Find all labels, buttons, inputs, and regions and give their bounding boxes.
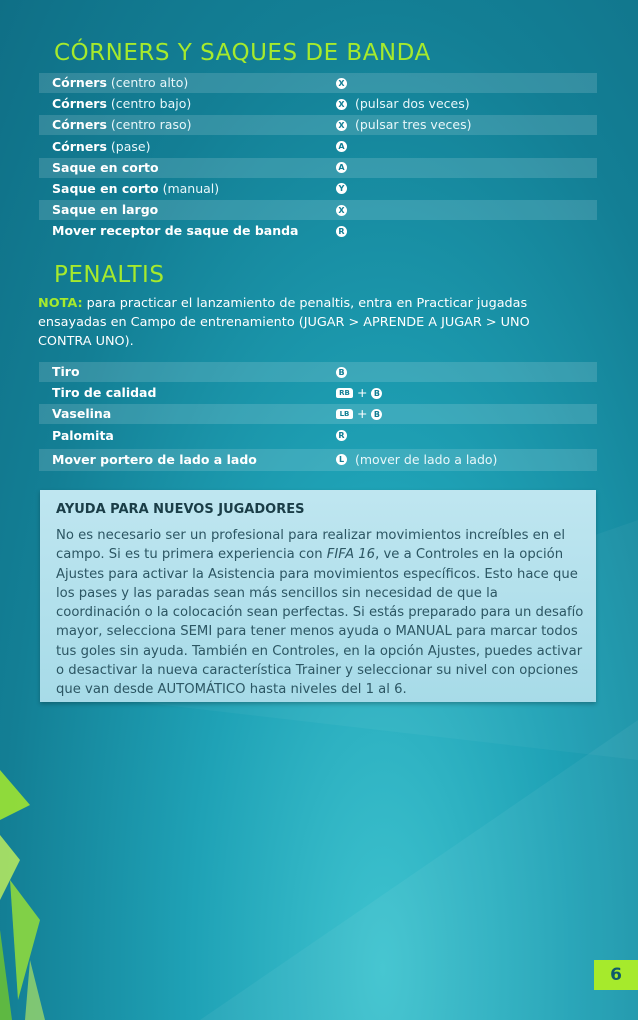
plus-sign: + [357,385,368,401]
action-label: Córners [52,138,107,154]
lb-button-icon: LB [336,409,353,419]
a-button-icon: A [336,141,347,152]
b-button-icon: B [371,409,382,420]
a-button-icon: A [336,162,347,173]
table-row [39,404,597,424]
control-suffix: (pulsar tres veces) [355,117,472,133]
table-row [39,449,597,471]
corners-section-title: CÓRNERS Y SAQUES DE BANDA [54,40,431,66]
action-label: Saque en largo [52,202,159,218]
action-label: Tiro [52,364,80,379]
table-row [39,362,597,382]
x-button-icon: X [336,78,347,89]
note-label: NOTA: [38,296,83,311]
game-title: FIFA 16 [326,547,376,563]
action-label: Córners [52,117,107,133]
penalties-section-title: PENALTIS [54,262,165,288]
x-button-icon: X [336,99,347,110]
corners-controls-table [39,73,597,243]
table-row [39,115,597,135]
control-suffix: (mover de lado a lado) [355,451,498,467]
action-note: (centro alto) [110,75,189,90]
table-row [39,73,597,93]
action-note: (centro raso) [110,117,192,133]
page-number: 6 [594,960,638,990]
help-text-part: No es necesario ser un profesional para realizar movimientos increíbles en el campo. Si es tu primera experiencia con [56,528,566,563]
table-row [39,137,597,157]
penalties-controls-table [39,362,597,472]
b-button-icon: B [336,367,347,378]
table-row [39,94,597,114]
action-note: (centro bajo) [110,96,192,112]
action-note: (manual) [162,180,220,196]
x-button-icon: X [336,205,347,216]
help-text [56,526,586,700]
action-label: Córners [52,75,107,90]
table-row [39,179,597,199]
plus-sign: + [357,406,368,422]
rb-button-icon: RB [336,388,353,398]
x-button-icon: X [336,120,347,131]
action-note: (pase) [110,138,151,154]
y-button-icon: Y [336,183,347,194]
right-stick-icon: R [336,430,347,441]
action-label: Saque en corto [52,159,159,175]
action-label: Mover portero de lado a lado [52,451,257,467]
action-label: Mover receptor de saque de banda [52,223,299,239]
note-text: para practicar el lanzamiento de penaltis, entra en Practicar jugadas ensayadas en Campo de entrenamiento (JUGAR > APRENDE A JUGAR > UNO CONTRA UNO). [38,296,530,349]
help-text-part: , ve a Controles en la opción Ajustes para activar la Asistencia para movimientos específicos. Esto hace que los pases y las paradas sean más sencillos sin necesidad de que la coordinación o la colocación sean perfectas. Si estás preparado para un desafío mayor, selecciona SEMI para tener menos ayuda o MANUAL para marcar todos tus goles sin ayuda. También en Controles, en la opción Ajustes, puedes activar o desactivar la nueva característica Trainer y seleccionar su nivel con opciones que van desde AUTOMÁTICO hasta niveles del 1 al 6. [56,547,584,698]
control-suffix: (pulsar dos veces) [355,96,470,112]
table-row [39,383,597,403]
help-title: AYUDA PARA NUEVOS JUGADORES [56,502,305,517]
table-row [39,158,597,178]
b-button-icon: B [371,388,382,399]
help-box [40,490,596,702]
action-label: Palomita [52,427,114,443]
right-stick-icon: R [336,226,347,237]
penalties-note [38,294,578,351]
action-label: Córners [52,96,107,112]
table-row [39,200,597,220]
table-row [39,426,597,446]
action-label: Tiro de calidad [52,385,157,401]
action-label: Vaselina [52,406,112,422]
table-row [39,221,597,241]
left-stick-icon: L [336,454,347,465]
action-label: Saque en corto [52,180,159,196]
